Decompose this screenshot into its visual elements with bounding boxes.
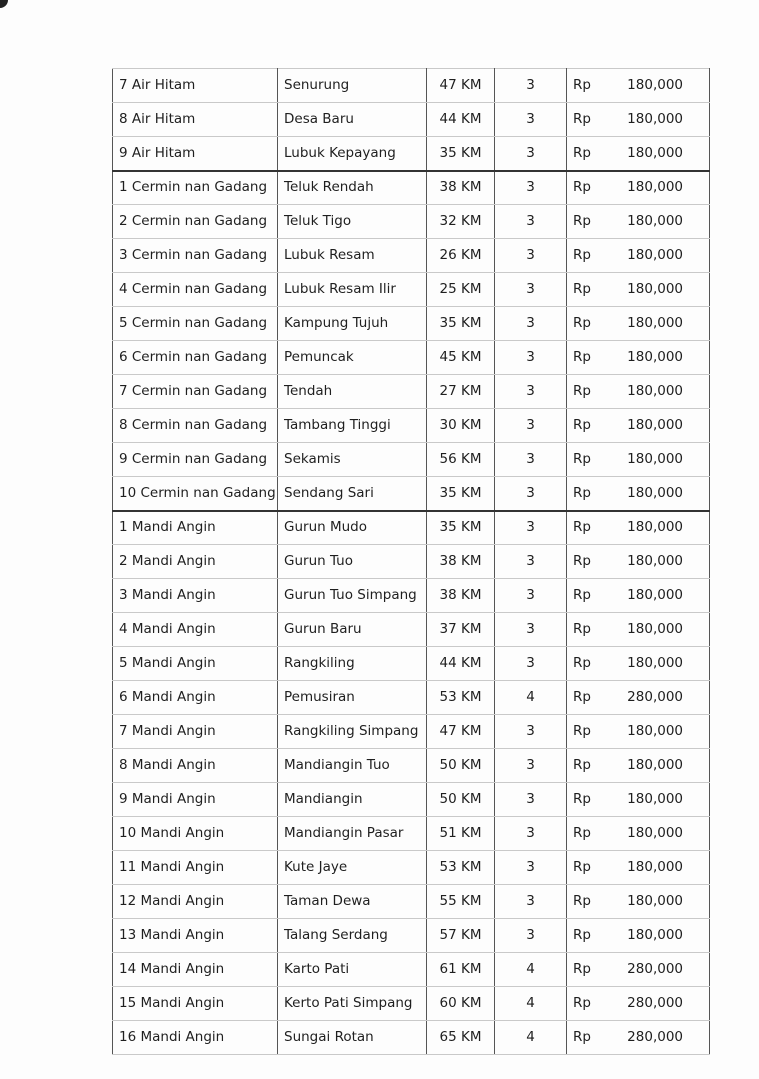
desa-cell: Gurun Tuo Simpang bbox=[278, 579, 427, 613]
days-cell: 3 bbox=[495, 409, 567, 443]
desa-cell: Mandiangin Pasar bbox=[278, 817, 427, 851]
table-row bbox=[113, 953, 710, 987]
distance-cell: 30 KM bbox=[427, 409, 495, 443]
cost-cell: 180,000 bbox=[607, 545, 710, 579]
days-cell: 3 bbox=[495, 205, 567, 239]
kecamatan-cell: 6 Mandi Angin bbox=[113, 681, 278, 715]
desa-cell: Karto Pati bbox=[278, 953, 427, 987]
table-row bbox=[113, 613, 710, 647]
cost-cell: 180,000 bbox=[607, 375, 710, 409]
desa-cell: Lubuk Resam bbox=[278, 239, 427, 273]
table-row bbox=[113, 69, 710, 103]
table-row bbox=[113, 545, 710, 579]
cost-cell: 180,000 bbox=[607, 171, 710, 205]
table-row bbox=[113, 579, 710, 613]
cost-cell: 180,000 bbox=[607, 69, 710, 103]
distance-cell: 38 KM bbox=[427, 545, 495, 579]
kecamatan-cell: 8 Air Hitam bbox=[113, 103, 278, 137]
distance-cell: 53 KM bbox=[427, 851, 495, 885]
table-row bbox=[113, 511, 710, 545]
currency-cell: Rp bbox=[567, 749, 607, 783]
currency-cell: Rp bbox=[567, 273, 607, 307]
currency-cell: Rp bbox=[567, 885, 607, 919]
days-cell: 3 bbox=[495, 885, 567, 919]
desa-cell: Sekamis bbox=[278, 443, 427, 477]
days-cell: 3 bbox=[495, 647, 567, 681]
kecamatan-cell: 10 Mandi Angin bbox=[113, 817, 278, 851]
desa-cell: Gurun Tuo bbox=[278, 545, 427, 579]
table-row bbox=[113, 273, 710, 307]
kecamatan-cell: 2 Mandi Angin bbox=[113, 545, 278, 579]
currency-cell: Rp bbox=[567, 103, 607, 137]
days-cell: 3 bbox=[495, 375, 567, 409]
currency-cell: Rp bbox=[567, 69, 607, 103]
kecamatan-cell: 8 Mandi Angin bbox=[113, 749, 278, 783]
days-cell: 4 bbox=[495, 953, 567, 987]
distance-cell: 47 KM bbox=[427, 715, 495, 749]
table-row bbox=[113, 137, 710, 171]
days-cell: 3 bbox=[495, 477, 567, 511]
currency-cell: Rp bbox=[567, 715, 607, 749]
distance-cell: 35 KM bbox=[427, 307, 495, 341]
desa-cell: Tambang Tinggi bbox=[278, 409, 427, 443]
cost-cell: 180,000 bbox=[607, 851, 710, 885]
desa-cell: Teluk Tigo bbox=[278, 205, 427, 239]
distance-cell: 35 KM bbox=[427, 477, 495, 511]
distance-cell: 65 KM bbox=[427, 1021, 495, 1055]
currency-cell: Rp bbox=[567, 953, 607, 987]
kecamatan-cell: 10 Cermin nan Gadang bbox=[113, 477, 278, 511]
currency-cell: Rp bbox=[567, 647, 607, 681]
cost-cell: 180,000 bbox=[607, 103, 710, 137]
distance-cell: 26 KM bbox=[427, 239, 495, 273]
kecamatan-cell: 1 Cermin nan Gadang bbox=[113, 171, 278, 205]
desa-cell: Lubuk Resam Ilir bbox=[278, 273, 427, 307]
distance-cell: 38 KM bbox=[427, 171, 495, 205]
table-row bbox=[113, 885, 710, 919]
cost-cell: 180,000 bbox=[607, 715, 710, 749]
kecamatan-cell: 4 Cermin nan Gadang bbox=[113, 273, 278, 307]
kecamatan-cell: 9 Mandi Angin bbox=[113, 783, 278, 817]
kecamatan-cell: 13 Mandi Angin bbox=[113, 919, 278, 953]
kecamatan-cell: 3 Cermin nan Gadang bbox=[113, 239, 278, 273]
distance-cell: 55 KM bbox=[427, 885, 495, 919]
currency-cell: Rp bbox=[567, 851, 607, 885]
table-row bbox=[113, 103, 710, 137]
cost-cell: 180,000 bbox=[607, 885, 710, 919]
days-cell: 3 bbox=[495, 511, 567, 545]
cost-cell: 180,000 bbox=[607, 341, 710, 375]
days-cell: 3 bbox=[495, 103, 567, 137]
distance-cell: 56 KM bbox=[427, 443, 495, 477]
distance-cell: 44 KM bbox=[427, 647, 495, 681]
currency-cell: Rp bbox=[567, 341, 607, 375]
days-cell: 3 bbox=[495, 749, 567, 783]
currency-cell: Rp bbox=[567, 137, 607, 171]
kecamatan-cell: 14 Mandi Angin bbox=[113, 953, 278, 987]
table-row bbox=[113, 443, 710, 477]
table-row bbox=[113, 205, 710, 239]
currency-cell: Rp bbox=[567, 579, 607, 613]
currency-cell: Rp bbox=[567, 511, 607, 545]
currency-cell: Rp bbox=[567, 375, 607, 409]
desa-cell: Kerto Pati Simpang bbox=[278, 987, 427, 1021]
desa-cell: Taman Dewa bbox=[278, 885, 427, 919]
distance-cell: 32 KM bbox=[427, 205, 495, 239]
cost-cell: 180,000 bbox=[607, 919, 710, 953]
table-row bbox=[113, 375, 710, 409]
currency-cell: Rp bbox=[567, 171, 607, 205]
desa-cell: Desa Baru bbox=[278, 103, 427, 137]
days-cell: 3 bbox=[495, 341, 567, 375]
cost-cell: 280,000 bbox=[607, 681, 710, 715]
cost-cell: 180,000 bbox=[607, 817, 710, 851]
kecamatan-cell: 9 Air Hitam bbox=[113, 137, 278, 171]
currency-cell: Rp bbox=[567, 477, 607, 511]
table-row bbox=[113, 783, 710, 817]
days-cell: 3 bbox=[495, 273, 567, 307]
table-row bbox=[113, 409, 710, 443]
kecamatan-cell: 4 Mandi Angin bbox=[113, 613, 278, 647]
table-row bbox=[113, 749, 710, 783]
days-cell: 3 bbox=[495, 919, 567, 953]
cost-cell: 280,000 bbox=[607, 1021, 710, 1055]
currency-cell: Rp bbox=[567, 783, 607, 817]
currency-cell: Rp bbox=[567, 987, 607, 1021]
desa-cell: Teluk Rendah bbox=[278, 171, 427, 205]
distance-cell: 47 KM bbox=[427, 69, 495, 103]
days-cell: 4 bbox=[495, 987, 567, 1021]
currency-cell: Rp bbox=[567, 443, 607, 477]
days-cell: 3 bbox=[495, 443, 567, 477]
days-cell: 4 bbox=[495, 681, 567, 715]
desa-cell: Kampung Tujuh bbox=[278, 307, 427, 341]
table-row bbox=[113, 477, 710, 511]
currency-cell: Rp bbox=[567, 545, 607, 579]
currency-cell: Rp bbox=[567, 613, 607, 647]
desa-cell: Tendah bbox=[278, 375, 427, 409]
days-cell: 3 bbox=[495, 137, 567, 171]
cost-cell: 180,000 bbox=[607, 749, 710, 783]
cost-cell: 180,000 bbox=[607, 511, 710, 545]
distance-cell: 44 KM bbox=[427, 103, 495, 137]
kecamatan-cell: 3 Mandi Angin bbox=[113, 579, 278, 613]
currency-cell: Rp bbox=[567, 307, 607, 341]
desa-cell: Sendang Sari bbox=[278, 477, 427, 511]
kecamatan-cell: 15 Mandi Angin bbox=[113, 987, 278, 1021]
cost-cell: 180,000 bbox=[607, 477, 710, 511]
cost-cell: 180,000 bbox=[607, 443, 710, 477]
kecamatan-cell: 8 Cermin nan Gadang bbox=[113, 409, 278, 443]
kecamatan-cell: 16 Mandi Angin bbox=[113, 1021, 278, 1055]
currency-cell: Rp bbox=[567, 409, 607, 443]
cost-cell: 180,000 bbox=[607, 307, 710, 341]
distance-cell: 27 KM bbox=[427, 375, 495, 409]
desa-cell: Lubuk Kepayang bbox=[278, 137, 427, 171]
kecamatan-cell: 7 Air Hitam bbox=[113, 69, 278, 103]
cost-cell: 180,000 bbox=[607, 783, 710, 817]
table-row bbox=[113, 341, 710, 375]
distance-cell: 45 KM bbox=[427, 341, 495, 375]
scan-artifact-corner bbox=[0, 0, 8, 8]
days-cell: 3 bbox=[495, 579, 567, 613]
desa-cell: Sungai Rotan bbox=[278, 1021, 427, 1055]
desa-cell: Kute Jaye bbox=[278, 851, 427, 885]
cost-cell: 180,000 bbox=[607, 579, 710, 613]
cost-cell: 280,000 bbox=[607, 987, 710, 1021]
kecamatan-cell: 7 Cermin nan Gadang bbox=[113, 375, 278, 409]
days-cell: 3 bbox=[495, 851, 567, 885]
desa-cell: Gurun Mudo bbox=[278, 511, 427, 545]
kecamatan-cell: 5 Cermin nan Gadang bbox=[113, 307, 278, 341]
table-row bbox=[113, 851, 710, 885]
distance-cell: 35 KM bbox=[427, 511, 495, 545]
cost-cell: 180,000 bbox=[607, 409, 710, 443]
distance-cell: 37 KM bbox=[427, 613, 495, 647]
table-row bbox=[113, 919, 710, 953]
kecamatan-cell: 6 Cermin nan Gadang bbox=[113, 341, 278, 375]
table-row bbox=[113, 239, 710, 273]
kecamatan-cell: 1 Mandi Angin bbox=[113, 511, 278, 545]
days-cell: 3 bbox=[495, 239, 567, 273]
table-row bbox=[113, 987, 710, 1021]
kecamatan-cell: 2 Cermin nan Gadang bbox=[113, 205, 278, 239]
currency-cell: Rp bbox=[567, 1021, 607, 1055]
travel-cost-table bbox=[112, 68, 710, 1055]
desa-cell: Mandiangin bbox=[278, 783, 427, 817]
days-cell: 3 bbox=[495, 783, 567, 817]
currency-cell: Rp bbox=[567, 205, 607, 239]
days-cell: 3 bbox=[495, 171, 567, 205]
distance-cell: 53 KM bbox=[427, 681, 495, 715]
table-row bbox=[113, 1021, 710, 1055]
desa-cell: Senurung bbox=[278, 69, 427, 103]
cost-cell: 180,000 bbox=[607, 613, 710, 647]
distance-cell: 61 KM bbox=[427, 953, 495, 987]
days-cell: 4 bbox=[495, 1021, 567, 1055]
distance-cell: 50 KM bbox=[427, 749, 495, 783]
currency-cell: Rp bbox=[567, 817, 607, 851]
cost-cell: 180,000 bbox=[607, 647, 710, 681]
table-row bbox=[113, 171, 710, 205]
distance-cell: 50 KM bbox=[427, 783, 495, 817]
kecamatan-cell: 9 Cermin nan Gadang bbox=[113, 443, 278, 477]
distance-cell: 38 KM bbox=[427, 579, 495, 613]
desa-cell: Mandiangin Tuo bbox=[278, 749, 427, 783]
currency-cell: Rp bbox=[567, 239, 607, 273]
days-cell: 3 bbox=[495, 817, 567, 851]
table-row bbox=[113, 307, 710, 341]
desa-cell: Pemusiran bbox=[278, 681, 427, 715]
table-row bbox=[113, 817, 710, 851]
cost-cell: 180,000 bbox=[607, 137, 710, 171]
desa-cell: Rangkiling Simpang bbox=[278, 715, 427, 749]
cost-cell: 180,000 bbox=[607, 205, 710, 239]
currency-cell: Rp bbox=[567, 919, 607, 953]
distance-cell: 51 KM bbox=[427, 817, 495, 851]
desa-cell: Pemuncak bbox=[278, 341, 427, 375]
table-row bbox=[113, 647, 710, 681]
currency-cell: Rp bbox=[567, 681, 607, 715]
kecamatan-cell: 11 Mandi Angin bbox=[113, 851, 278, 885]
days-cell: 3 bbox=[495, 715, 567, 749]
cost-cell: 180,000 bbox=[607, 239, 710, 273]
table-body bbox=[113, 69, 710, 1055]
kecamatan-cell: 7 Mandi Angin bbox=[113, 715, 278, 749]
distance-cell: 25 KM bbox=[427, 273, 495, 307]
distance-cell: 60 KM bbox=[427, 987, 495, 1021]
kecamatan-cell: 12 Mandi Angin bbox=[113, 885, 278, 919]
desa-cell: Gurun Baru bbox=[278, 613, 427, 647]
kecamatan-cell: 5 Mandi Angin bbox=[113, 647, 278, 681]
days-cell: 3 bbox=[495, 307, 567, 341]
days-cell: 3 bbox=[495, 545, 567, 579]
days-cell: 3 bbox=[495, 613, 567, 647]
desa-cell: Talang Serdang bbox=[278, 919, 427, 953]
days-cell: 3 bbox=[495, 69, 567, 103]
cost-cell: 180,000 bbox=[607, 273, 710, 307]
desa-cell: Rangkiling bbox=[278, 647, 427, 681]
table-row bbox=[113, 681, 710, 715]
distance-cell: 35 KM bbox=[427, 137, 495, 171]
cost-cell: 280,000 bbox=[607, 953, 710, 987]
distance-cell: 57 KM bbox=[427, 919, 495, 953]
table-row bbox=[113, 715, 710, 749]
